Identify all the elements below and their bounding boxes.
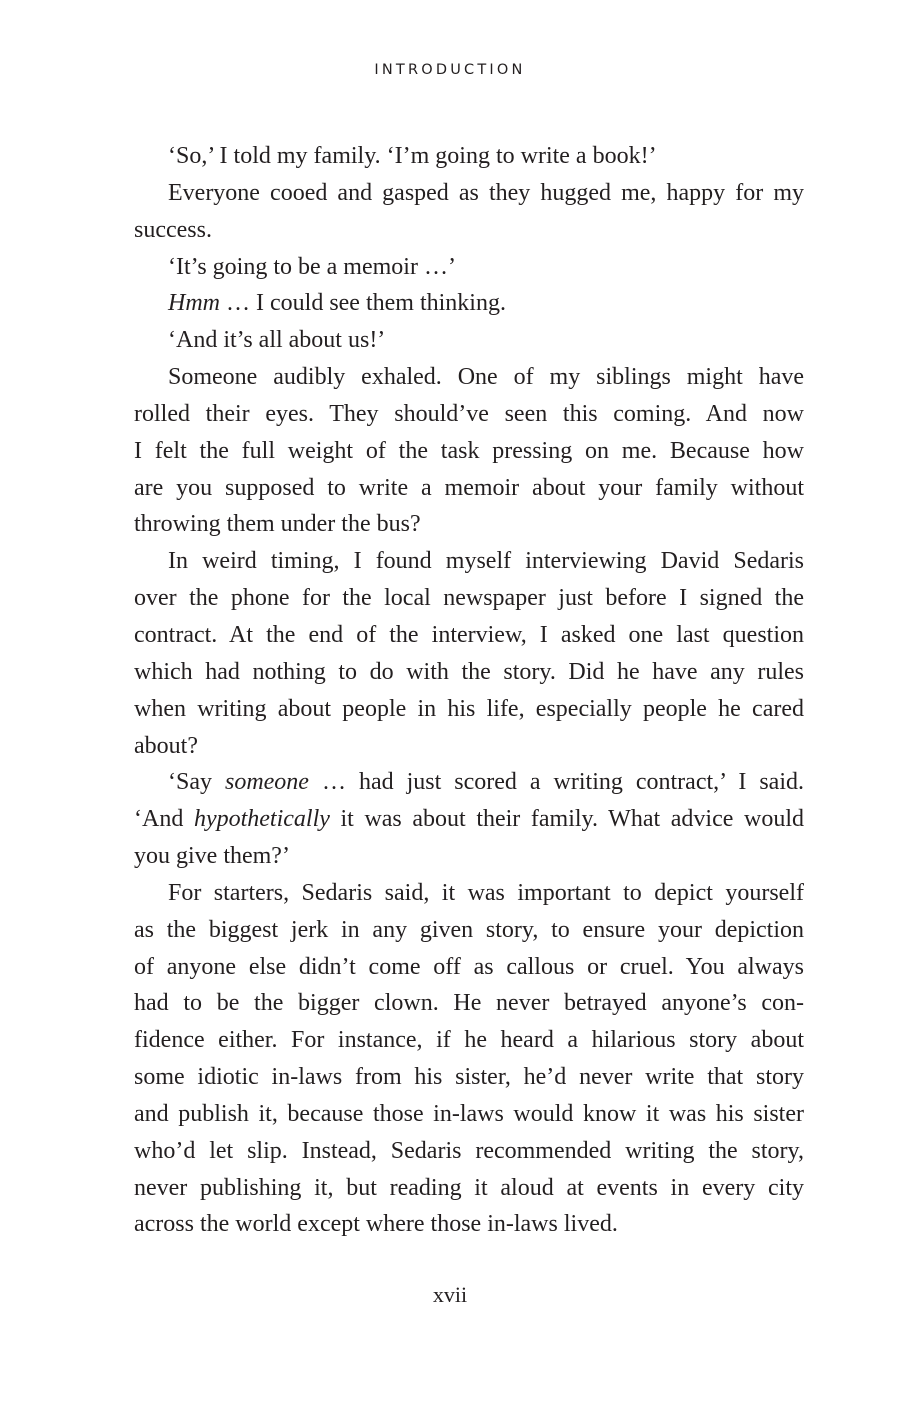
text-line — [134, 506, 804, 543]
text-run: some idiotic in-laws from his sister, he’d never write that story — [134, 1064, 804, 1091]
text-run: are you supposed to write a memoir about your family without — [134, 474, 804, 501]
text-line — [134, 433, 804, 470]
text-run: fidence either. For instance, if he heard a hilarious story about — [134, 1027, 804, 1054]
text-line — [134, 728, 804, 765]
text-line — [134, 1022, 804, 1059]
page-number: xvii — [432, 1282, 468, 1307]
text-line — [134, 801, 804, 838]
text-run: … I could see them thinking. — [220, 290, 506, 317]
text-line — [134, 764, 804, 801]
text-run: In weird timing, I found myself interviewing David Sedaris — [168, 548, 804, 575]
text-line — [134, 617, 804, 654]
italic-text: hypothetically — [193, 806, 330, 833]
text-line — [134, 285, 804, 322]
text-run: ‘It’s going to be a memoir …’ — [168, 253, 456, 280]
body-text — [134, 138, 804, 1243]
text-line — [134, 875, 804, 912]
text-run: when writing about people in his life, especially people he cared — [134, 695, 804, 722]
text-run: For starters, Sedaris said, it was important to depict yourself — [168, 879, 804, 906]
text-line — [134, 1059, 804, 1096]
running-head: INTRODUCTION — [374, 62, 526, 78]
text-run: rolled their eyes. They should’ve seen this coming. And now — [134, 400, 804, 427]
text-run: about? — [134, 732, 198, 759]
text-line — [134, 1170, 804, 1207]
text-run: across the world except where those in-laws lived. — [134, 1211, 618, 1238]
text-run: Everyone cooed and gasped as they hugged me, happy for my — [168, 179, 804, 206]
text-run: throwing them under the bus? — [134, 511, 421, 538]
text-run: ‘And it’s all about us!’ — [168, 327, 386, 354]
text-line — [134, 175, 804, 212]
text-run: contract. At the end of the interview, I asked one last question — [134, 621, 804, 648]
text-line — [134, 949, 804, 986]
text-line — [134, 359, 804, 396]
text-run: who’d let slip. Instead, Sedaris recommended writing the story, — [134, 1137, 804, 1164]
text-line — [134, 1096, 804, 1133]
text-run: of anyone else didn’t come off as callous or cruel. You always — [134, 953, 804, 980]
text-line — [134, 838, 804, 875]
text-run: ‘And — [134, 806, 194, 833]
text-run: had to be the bigger clown. He never betrayed anyone’s con- — [134, 990, 804, 1017]
text-line — [134, 249, 804, 286]
text-run: Someone audibly exhaled. One of my siblings might have — [168, 364, 804, 391]
text-line — [134, 691, 804, 728]
text-line — [134, 543, 804, 580]
text-run: ‘So,’ I told my family. ‘I’m going to write a book!’ — [168, 143, 657, 169]
italic-text: Hmm — [168, 290, 220, 317]
text-line — [134, 138, 804, 175]
text-line — [134, 912, 804, 949]
text-run: never publishing it, but reading it aloud at events in every city — [134, 1174, 804, 1201]
text-run: I felt the full weight of the task pressing on me. Because how — [134, 437, 804, 464]
text-line — [134, 580, 804, 617]
text-line — [134, 1133, 804, 1170]
text-run: ‘Say — [168, 769, 225, 796]
text-line — [134, 654, 804, 691]
text-run: as the biggest jerk in any given story, to ensure your depiction — [134, 916, 804, 943]
text-run: and publish it, because those in-laws would know it was his sister — [134, 1100, 804, 1127]
text-line — [134, 212, 804, 249]
text-run: which had nothing to do with the story. Did he have any rules — [134, 658, 804, 685]
text-line — [134, 985, 804, 1022]
text-run: you give them?’ — [134, 843, 290, 870]
text-line — [134, 322, 804, 359]
text-line — [134, 396, 804, 433]
text-run: it was about their family. What advice would — [329, 806, 804, 833]
text-line — [134, 470, 804, 507]
text-run: over the phone for the local newspaper just before I signed the — [134, 585, 804, 612]
italic-text: someone — [224, 769, 309, 796]
text-run: success. — [134, 216, 212, 243]
text-line — [134, 1206, 804, 1243]
text-run: … had just scored a writing contract,’ I said. — [308, 769, 804, 796]
